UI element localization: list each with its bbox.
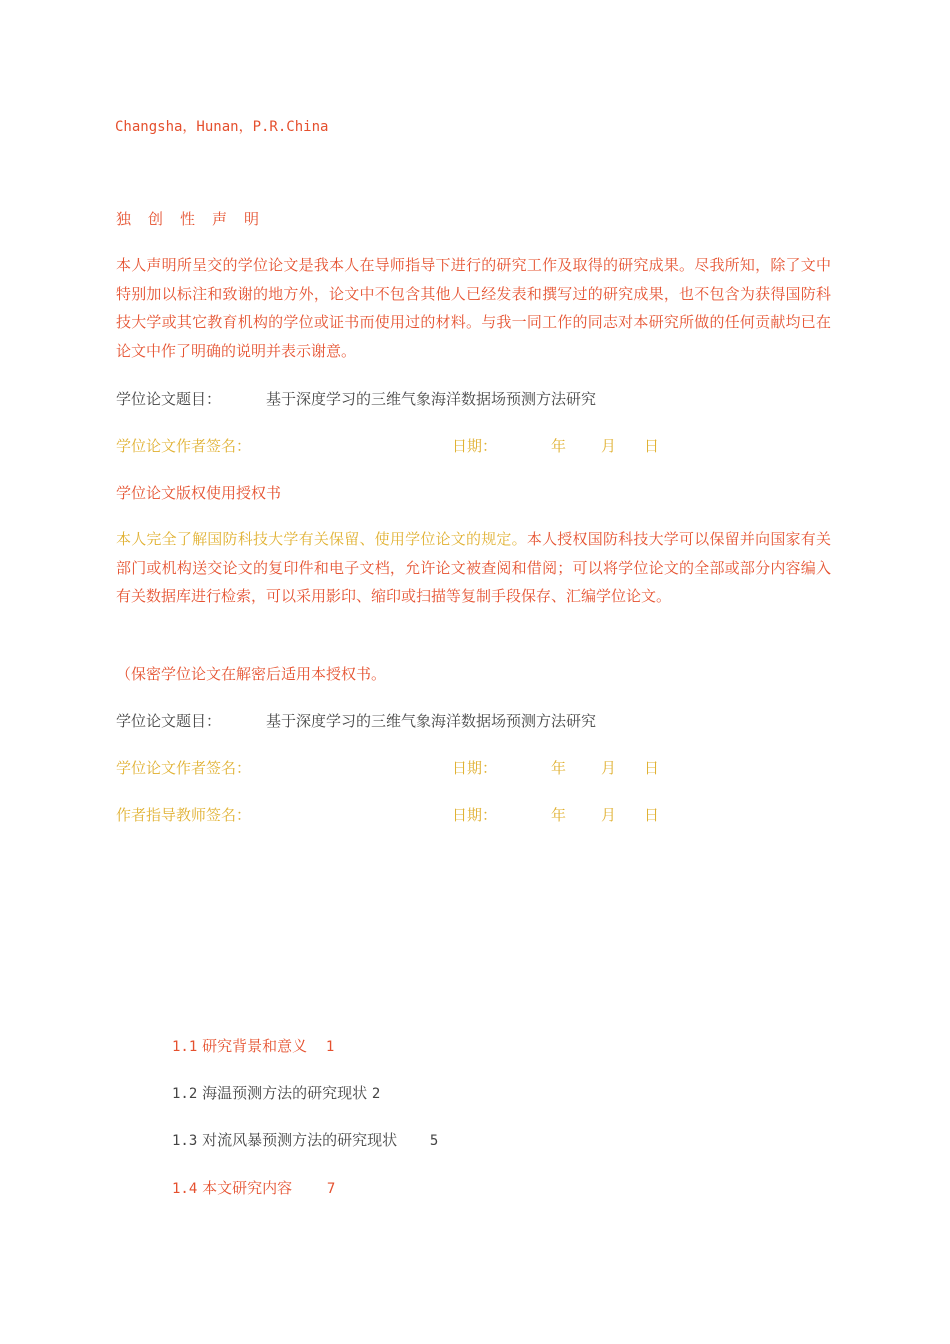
year-label-3: 年 (551, 806, 567, 824)
month-label-3: 月 (601, 806, 617, 824)
toc-title: 对流风暴预测方法的研究现状 (202, 1131, 398, 1149)
author-sign-label: 学位论文作者签名： (116, 437, 252, 455)
toc-title: 海温预测方法的研究现状 (202, 1084, 368, 1102)
authorization-body-part2: 本人授权国防科技大学可以保留并向国家有关部门或机构送交论文的复印件和电子文档，允许论文被查阅和借阅；可以将学位论文的全部或部分内容编入有关数据库进行检索，可以采用影印、缩印或扫描等复制手段保存、汇编学位论文。 (116, 530, 831, 606)
originality-body: 本人声明所呈交的学位论文是我本人在导师指导下进行的研究工作及取得的研究成果。尽我所知，除了文中特别加以标注和致谢的地方外，论文中不包含其他人已经发表和撰写过的研究成果，也不包含为获得国防科技大学或其它教育机构的学位或证书而使用过的材料。与我一同工作的同志对本研究所做的任何贡献均已在论文中作了明确的说明并表示谢意。 (116, 256, 831, 361)
thesis-title-value: 基于深度学习的三维气象海洋数据场预测方法研究 (266, 390, 597, 408)
toc-entry[interactable] (172, 1130, 438, 1151)
toc-title: 本文研究内容 (202, 1179, 293, 1197)
authorization-heading: 学位论文版权使用授权书 (116, 484, 282, 502)
toc-number: 1.4 (172, 1181, 198, 1197)
toc-number: 1.2 (172, 1086, 198, 1102)
toc-entry[interactable] (172, 1178, 335, 1199)
toc-page: 7 (326, 1181, 336, 1197)
day-label-3: 日 (644, 806, 660, 824)
location-line: Changsha，Hunan，P.R.China (115, 119, 329, 135)
day-label-2: 日 (644, 759, 660, 777)
originality-heading: 独创性声明 (116, 210, 277, 228)
toc-number: 1.3 (172, 1133, 198, 1149)
month-label-2: 月 (601, 759, 617, 777)
toc-title: 研究背景和意义 (202, 1037, 308, 1055)
authorization-body-part1: 本人完全了解国防科技大学有关保留、使用学位论文的规定。 (116, 530, 527, 548)
toc-entry[interactable] (172, 1036, 334, 1057)
date-label: 日期： (452, 437, 498, 455)
authorization-body (116, 525, 831, 611)
toc-page: 1 (325, 1039, 335, 1055)
month-label: 月 (601, 437, 617, 455)
author-sign-label-2: 学位论文作者签名： (116, 759, 252, 777)
toc-page: 5 (429, 1133, 439, 1149)
year-label: 年 (551, 437, 567, 455)
toc-page: 2 (371, 1086, 381, 1102)
confidential-note: （保密学位论文在解密后适用本授权书。 (116, 665, 387, 683)
date-label-3: 日期： (452, 806, 498, 824)
toc-number: 1.1 (172, 1039, 198, 1055)
year-label-2: 年 (551, 759, 567, 777)
thesis-title-label: 学位论文题目： (116, 390, 222, 408)
day-label: 日 (644, 437, 660, 455)
thesis-title-value-2: 基于深度学习的三维气象海洋数据场预测方法研究 (266, 712, 597, 730)
advisor-sign-label: 作者指导教师签名： (116, 806, 252, 824)
toc-entry[interactable] (172, 1083, 380, 1104)
thesis-title-label-2: 学位论文题目： (116, 712, 222, 730)
date-label-2: 日期： (452, 759, 498, 777)
